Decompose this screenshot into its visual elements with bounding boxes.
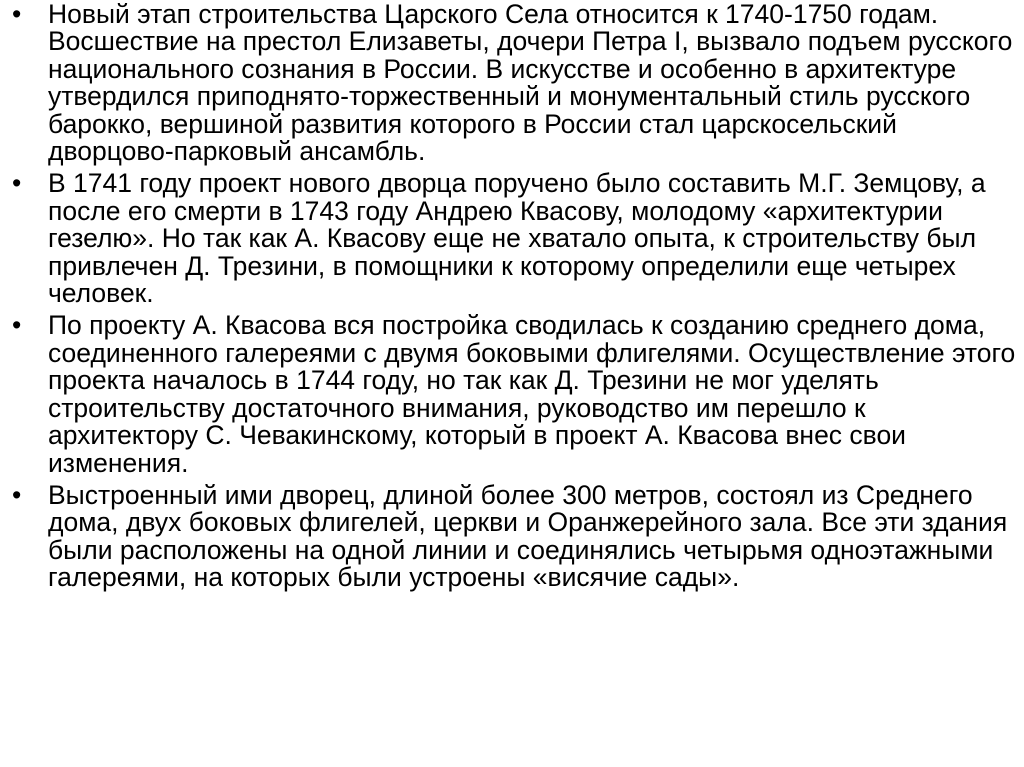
paragraph-text: Новый этап строительства Царского Села относится к 1740-1750 годам. Восшествие на престол Елизаветы, дочери Петра I, вызвало подъем русского национального сознания в России. В искусстве и особенно в архитектуре утвердился приподнято-торжественный и монументальный стиль русского барокко, вершиной развития которого в России стал царскосельский дворцово-парковый ансамбль. [48,0,1013,167]
paragraph-text: В 1741 году проект нового дворца поручено было составить М.Г. Земцову, а после его смерти в 1743 году Андрею Квасову, молодому «архитектурии гезелю». Но так как А. Квасову еще не хватало опыта, к строительству был привлечен Д. Трезини, в помощники к которому определили еще четырех человек. [48,168,986,309]
list-item [12,170,1016,307]
list-item [12,312,1016,476]
paragraph-text: Выстроенный ими дворец, длиной более 300 метров, состоял из Среднего дома, двух боковых флигелей, церкви и Оранжерейного зала. Все эти здания были расположены на одной линии и соединялись четырьмя одноэтажными галереями, на которых были устроены «висячие сады». [48,479,1008,593]
list-item [12,479,1016,593]
list-item [12,1,1016,165]
bullet-icon: • [12,310,22,341]
bullet-icon: • [12,0,22,29]
bullet-list [12,1,1016,597]
bullet-icon: • [12,168,22,199]
paragraph-text: По проекту А. Квасова вся постройка сводилась к созданию среднего дома, соединенного галереями с двумя боковыми флигелями. Осуществление этого проекта началось в 1744 году, но так как Д. Трезини не мог уделять строительству достаточного внимания, руководство им перешло к архитектору С. Чевакинскому, который в проект А. Квасова внес свои изменения. [48,310,1016,478]
bullet-icon: • [12,479,22,510]
